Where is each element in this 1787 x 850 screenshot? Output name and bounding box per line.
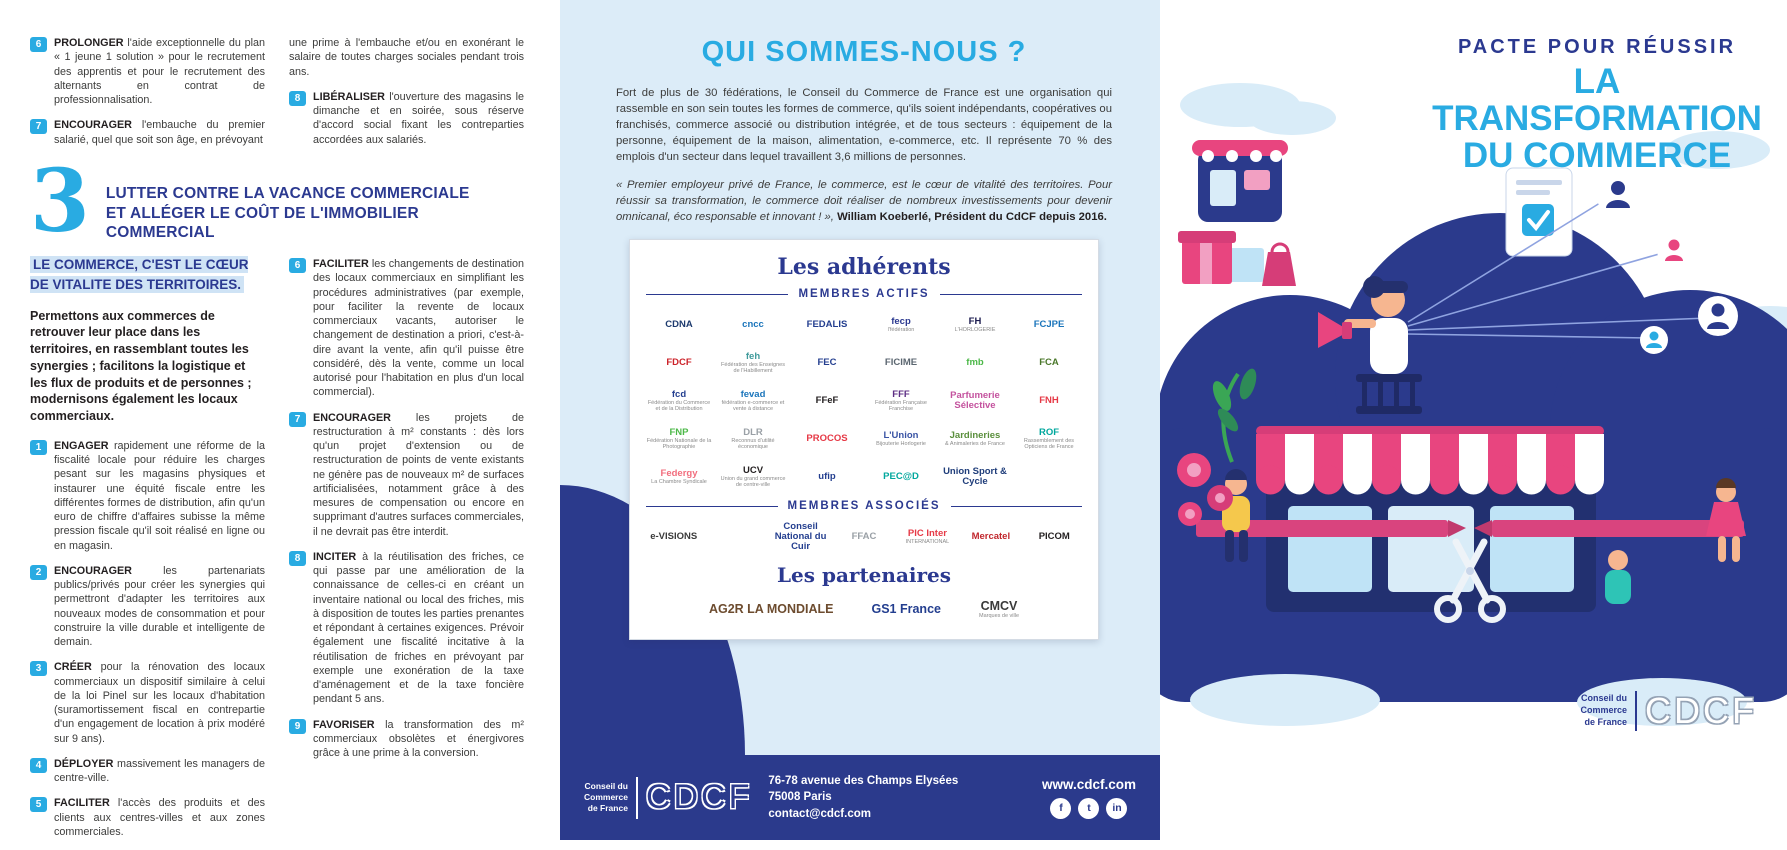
measure-item — [30, 36, 265, 107]
measure-verb: ENGAGER — [54, 439, 109, 452]
member-logo: PROCOS — [806, 432, 848, 444]
measure-item — [289, 550, 524, 707]
measure-text: les partenariats publics/privés pour créer les synergies qui permettront d'adapter les territoires aux nouveaux modes de consommation et pour construire la ville durable et intelligente de demain. — [54, 564, 265, 649]
person-center — [1605, 550, 1631, 604]
who-are-we-paragraph: Fort de plus de 30 fédérations, le Conseil du Commerce de France est une organisation qui rassemble en son sein toutes les formes de commerce, qu'ils soient indépendants, coopératives ou franchisés, commerce associé ou distribution intégrée, et de tous secteurs : équipement de la personne, équipement de la maison, alimentation, e-commerce, etc. Il représente 70 % des emplois d'un secteur dans lequel travaillent 3,6 millions de personnes. — [616, 87, 1112, 164]
member-logo: Jardineries & Animaleries de France — [945, 429, 1005, 447]
who-are-we-title: QUI SOMMES-NOUS ? — [701, 36, 1027, 68]
member-logo: FCJPE — [1033, 318, 1065, 330]
section-title: LUTTER CONTRE LA VACANCE COMMERCIALE ET ALLÉGER LE COÛT DE L'IMMOBILIER COMMERCIAL — [105, 184, 470, 242]
measure-verb: FACILITER — [54, 797, 110, 810]
checklist-card — [1506, 168, 1572, 256]
social-icon[interactable]: in — [1106, 798, 1127, 819]
logo-divider-bar — [1635, 691, 1637, 731]
measure-number-badge: 2 — [30, 565, 47, 580]
measure-item — [30, 660, 265, 746]
measure-number-badge: 7 — [30, 119, 47, 134]
member-logo: FFAC — [851, 531, 877, 543]
measure-text: l'embauche du premier salarié, quel que soit son âge, en prévoyant — [54, 119, 265, 146]
measure-verb: DÉPLOYER — [54, 757, 114, 770]
member-logo: PICOM — [1038, 531, 1070, 543]
address-line: 75008 Paris — [768, 791, 832, 804]
member-logo: L'Union Bijouterie Horlogerie — [876, 429, 926, 447]
cover-title — [1421, 36, 1773, 174]
measure-verb: INCITER — [313, 550, 357, 563]
member-logo: FFeF — [815, 394, 839, 406]
measure-verb: FACILITER — [313, 258, 369, 271]
active-members-divider: MEMBRES ACTIFS — [646, 288, 1082, 300]
measure-verb: FAVORISER — [313, 718, 375, 731]
section-col1 — [30, 255, 265, 850]
measure-item — [30, 796, 265, 839]
member-logo: FEC — [817, 356, 837, 368]
active-members-logos — [646, 310, 1082, 492]
measure-number-badge: 1 — [30, 440, 47, 455]
partner-logo: AG2R LA MONDIALE — [708, 602, 834, 617]
section-3-body — [30, 255, 524, 850]
measure-verb: CRÉER — [54, 661, 92, 674]
measure-item — [289, 718, 524, 761]
cdcf-wordmark: CDCF — [1645, 690, 1757, 731]
quote-author: William Koeberlé, Président du CdCF depuis 2016. — [837, 211, 1107, 224]
section-number: 3 — [30, 150, 90, 252]
website-link[interactable]: www.cdcf.com — [1041, 776, 1136, 792]
measure-item — [30, 757, 265, 786]
measure-text: la transformation des m² commerciaux obsolètes et énergivores grâce à une prime à la conversion. — [313, 718, 524, 760]
measure-number-badge: 4 — [30, 758, 47, 773]
member-logo: FICIME — [884, 356, 918, 368]
measure-item — [289, 411, 524, 539]
measure-text: l'aide exceptionnelle du plan « 1 jeune 1 solution » pour le recrutement des apprentis et pour le recrutement des alternants en contrat de professionnalisation. — [54, 37, 266, 106]
measure-text: à la réutilisation des friches, ce qui passe par une amélioration de la connaissance de celles-ci en créant un inventaire national ou local des friches, mis à disposition de toutes les parties prenantes et répondant à certaines exigences. Prévoir également une fiscalité incitative à la réutilisation de friches en prévoyant par exemple une exonération de la taxe d'aménagement et de la taxe foncière pendant 5 ans. — [313, 550, 524, 706]
measure-verb: ENCOURAGER — [54, 119, 132, 132]
partners-logos — [646, 595, 1082, 625]
member-logo: fevad fédération e-commerce et vente à distance — [721, 389, 785, 412]
member-logo: FEDALIS — [806, 318, 848, 330]
measure-item — [289, 90, 524, 147]
left-panel — [0, 0, 560, 840]
shop-kiosk-icon — [1192, 140, 1288, 222]
measure-number-badge: 5 — [30, 797, 47, 812]
address-line: 76-78 avenue des Champs Elysées — [768, 775, 959, 788]
partner-logo: GS1 France — [871, 602, 941, 617]
partners-heading: Les partenaires — [776, 563, 952, 588]
measure-text: les changements de destination des locaux commerciaux en simplifiant les procédures administratives (par exemple, pour faciliter la revente de locaux commerciaux vacants, autoriser le changement de destination a priori, c'est-à-dire avant la vente, afin qu'il puisse être considéré, dès la vente, comme un local autorisé pour l'habitation en plus d'un local commercial). — [313, 258, 525, 399]
measure-item — [30, 118, 265, 147]
measure-item — [289, 257, 524, 400]
measure-number-badge: 7 — [289, 412, 306, 427]
middle-panel — [560, 0, 1160, 840]
measure-item — [30, 564, 265, 650]
social-icons — [1042, 798, 1136, 819]
storefront — [1256, 426, 1604, 612]
member-logo: FNP Fédération Nationale de la Photographie — [646, 427, 712, 450]
measure-text: rapidement une réforme de la fiscalité locale pour réduire les charges pesant sur les magasins physiques et instaurer une équité fiscale entre les différentes formes de distribution, afin qu'un euro de chiffre d'affaires subisse la même pression fiscale qu'il soit réalisé en ligne ou en magasin. — [54, 439, 266, 552]
web-social-block — [1042, 777, 1136, 819]
section-intro: Permettons aux commerces de retrouver leur place dans les territoires, en rassemblant toutes les synergies ; facilitons la logistique et les flux de produits et de personnes ; modernisons également les locaux commerciaux. — [30, 308, 252, 424]
member-logo: feh Fédération des Enseignes de l'Habillement — [721, 351, 785, 374]
top-measures — [30, 36, 524, 158]
logo-divider-bar — [636, 777, 638, 819]
top-col1 — [30, 36, 265, 158]
measure-number-badge: 6 — [30, 37, 47, 52]
gift-boxes — [1178, 231, 1296, 286]
measure-verb: ENCOURAGER — [313, 411, 391, 424]
member-logo: CDNA — [665, 318, 693, 330]
social-icon[interactable]: t — [1078, 798, 1099, 819]
member-logo: FH L'HORLOGERIE — [954, 315, 996, 333]
president-quote: « Premier employeur privé de France, le commerce, est le cœur de vitalité des territoires. Pour réussir sa transformation, le commerce doit réaliser de nombreux investissements pour devenir omnicanal, éco responsable et innovant ! », William Koeberlé, Président du CdCF depuis 2016. — [616, 179, 1112, 224]
measure-number-badge: 8 — [289, 551, 306, 566]
measure-number-badge: 9 — [289, 719, 306, 734]
member-logo: fecp l'fédération — [887, 315, 915, 333]
section-3-header — [30, 150, 524, 252]
measure-number-badge: 3 — [30, 661, 47, 676]
contact-footer — [560, 755, 1160, 840]
member-logo: Conseil National du Cuir — [774, 521, 827, 553]
measure-number-badge: 8 — [289, 91, 306, 106]
cdcf-logo: Conseil du Commerce de France CDCF — [584, 777, 752, 819]
member-logo: fmb — [966, 356, 984, 368]
measure-text: pour la rénovation des locaux commerciaux un dispositif similaire à celui de la loi Pinel sur les locaux d'habitation (suramortissement fiscal en contrepartie d'un engagement de location à prix modéré sur 9 ans). — [54, 661, 265, 745]
member-logo: DLR Reconnus d'utilité économique — [731, 427, 775, 450]
member-logo: e-VISIONS — [650, 531, 698, 543]
social-icon[interactable]: f — [1050, 798, 1071, 819]
cover-title-line: LA TRANSFORMATION — [1432, 62, 1762, 138]
cover-title-line: DU COMMERCE — [1462, 135, 1732, 175]
address-block — [768, 773, 1026, 821]
member-logo: PIC Inter INTERNATIONAL — [905, 528, 950, 546]
members-card — [629, 239, 1099, 640]
member-logo: Federgy La Chambre Syndicale — [651, 467, 707, 485]
associate-members-logos — [646, 522, 1082, 553]
member-logo: Mercatel — [971, 531, 1011, 543]
cover-kicker: PACTE POUR RÉUSSIR — [1457, 36, 1737, 58]
measure-verb: LIBÉRALISER — [313, 90, 385, 103]
member-logo: ROF Rassemblement des Opticiens de France — [1023, 427, 1075, 450]
partner-logo: CMCV Marques de ville — [978, 599, 1020, 620]
associate-members-divider: MEMBRES ASSOCIÉS — [646, 500, 1082, 512]
adherents-heading: Les adhérents — [777, 254, 951, 281]
measure-item — [30, 439, 265, 553]
member-logo: cncc — [742, 318, 764, 330]
section-col2 — [289, 255, 524, 850]
measure-text: l'accès des produits et des clients aux centres-villes et aux zones commerciales. — [54, 797, 265, 838]
measure-verb: ENCOURAGER — [54, 564, 132, 577]
member-logo: Union Sport & Cycle — [943, 465, 1007, 487]
measure-text: l'ouverture des magasins le dimanche et en soirée, sous réserve d'accord social fixant les contreparties accordées aux salariés. — [313, 90, 525, 146]
measure-text: massivement les managers de centre-ville. — [54, 757, 265, 785]
cover-panel — [1160, 0, 1787, 840]
contact-email[interactable]: contact@cdcf.com — [768, 807, 871, 820]
measure-number-badge: 6 — [289, 258, 306, 273]
member-logo: UCV Union du grand commerce de centre-ville — [720, 465, 786, 488]
measure-continuation: une prime à l'embauche et/ou en exonérant le salaire de toutes charges sociales pendant trois ans. — [289, 37, 524, 78]
cdcf-cover-logo: Conseil du Commerce de France CDCF — [1580, 690, 1757, 731]
cdcf-wordmark: CDCF — [645, 778, 753, 816]
member-logo: PEC@D — [883, 470, 919, 482]
member-logo: FDCF — [666, 356, 692, 368]
highlight-statement: LE COMMERCE, C'EST LE CŒUR DE VITALITE DES TERRITOIRES. — [30, 257, 249, 293]
measure-verb: PROLONGER — [54, 37, 124, 49]
member-logo: ufip — [818, 470, 836, 482]
measure-text: les projets de restructuration à m² constants : dès lors qu'un projet d'extension ou de restructuration de points de vente existants ne génère pas de nouveaux m² de surfaces artificialisées, notamment grâce à des mesures de compensation ou encore en supprimant d'autres surfaces commerciales, il ne devrait pas être interdit. — [313, 411, 525, 538]
member-logo: Parfumerie Sélective — [950, 389, 1000, 411]
top-col2 — [289, 36, 524, 158]
member-logo: FCA — [1039, 356, 1059, 368]
member-logo: fcd Fédération du Commerce et de la Distribution — [647, 389, 711, 412]
member-logo: FFF Fédération Française Franchise — [875, 389, 927, 412]
member-logo: FNH — [1039, 394, 1059, 406]
